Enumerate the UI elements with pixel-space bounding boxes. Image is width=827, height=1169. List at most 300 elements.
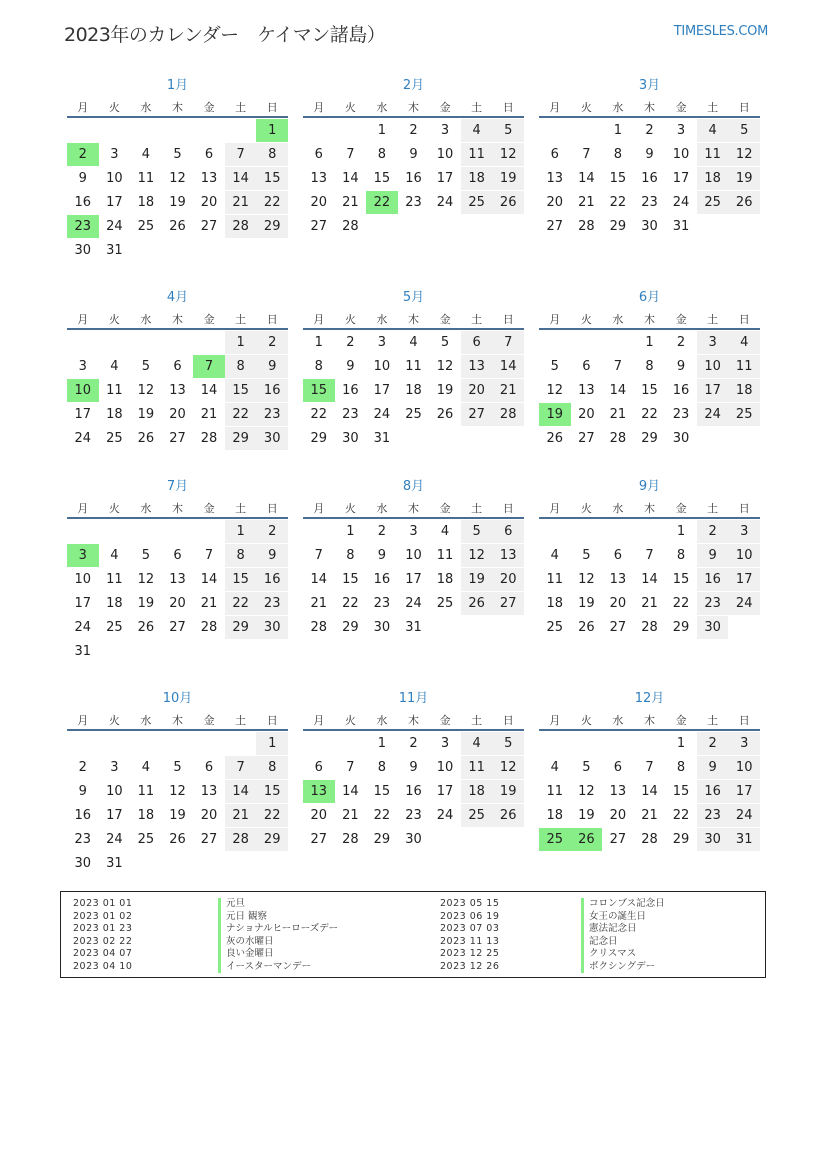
- day-cell: 26: [436, 407, 454, 422]
- day-cell: 16: [697, 568, 729, 591]
- day-cell: 8: [256, 143, 288, 166]
- weekday-label: 日: [266, 714, 278, 727]
- holiday-date: 2023 05 15: [440, 898, 500, 909]
- day-cell: 29: [672, 620, 690, 635]
- day-cell: 7: [225, 143, 257, 166]
- month-rule: [539, 116, 760, 118]
- day-cell: 1: [256, 732, 288, 755]
- weekday-label: 金: [439, 714, 451, 727]
- weekday-label: 日: [266, 101, 278, 114]
- day-cell: 25: [461, 191, 493, 214]
- day-cell: 18: [728, 379, 760, 402]
- day-cell: 11: [697, 143, 729, 166]
- day-cell: 2: [256, 520, 288, 543]
- day-cell: 24: [106, 832, 123, 847]
- day-cell: 26: [492, 804, 524, 827]
- weekday-label: 火: [344, 101, 356, 114]
- day-cell: 16: [74, 808, 92, 823]
- day-cell: 14: [310, 572, 328, 587]
- day-cell: 3: [110, 760, 119, 775]
- day-cell: 1: [676, 524, 686, 539]
- day-cell: 10: [728, 756, 760, 779]
- day-cell: 17: [436, 784, 454, 799]
- day-cell: 26: [169, 832, 186, 847]
- day-cell: 5: [141, 359, 151, 374]
- day-cell: 21: [641, 596, 658, 611]
- holiday-name: ボクシングデー: [581, 961, 655, 974]
- day-cell: 23: [641, 195, 658, 210]
- holiday-date: 2023 04 10: [73, 960, 133, 972]
- weekday-label: 日: [502, 101, 514, 114]
- day-cell: 1: [377, 736, 387, 751]
- day-cell: 3: [409, 524, 418, 539]
- day-cell: 10: [405, 548, 422, 563]
- day-cell: 21: [200, 407, 218, 422]
- day-cell: 2: [409, 123, 418, 138]
- month-rule: [67, 729, 288, 731]
- day-cell: 1: [377, 123, 387, 138]
- weekday-label: 木: [171, 502, 183, 515]
- weekday-label: 木: [643, 502, 655, 515]
- weekday-label: 水: [612, 502, 624, 515]
- day-cell: 13: [200, 784, 218, 799]
- holiday-name: 灰の水曜日: [218, 936, 274, 949]
- day-cell: 27: [609, 620, 627, 635]
- day-cell: 17: [436, 171, 454, 186]
- weekday-label: 火: [344, 502, 356, 515]
- day-cell: 3: [676, 123, 686, 138]
- day-cell: 15: [256, 167, 288, 190]
- day-cell: 27: [492, 592, 524, 615]
- day-cell: 29: [373, 832, 391, 847]
- month-name: 5月: [402, 290, 425, 305]
- weekday-label: 水: [612, 313, 624, 326]
- day-cell: 2: [377, 524, 387, 539]
- day-cell: 12: [578, 784, 595, 799]
- weekday-label: 日: [266, 502, 278, 515]
- day-cell: 6: [613, 760, 623, 775]
- day-cell: 30: [373, 620, 391, 635]
- weekday-label: 日: [266, 313, 278, 326]
- holiday-name: コロンブス記念日: [581, 898, 665, 911]
- day-cell: 14: [578, 171, 595, 186]
- day-cell: 30: [256, 616, 288, 639]
- day-cell: 12: [436, 359, 454, 374]
- weekday-label: 金: [675, 714, 687, 727]
- month-name: 8月: [402, 479, 425, 494]
- day-cell: 9: [697, 544, 729, 567]
- day-cell: 29: [225, 616, 257, 639]
- day-cell: 3: [78, 359, 87, 374]
- month-name: 10月: [162, 691, 193, 706]
- day-cell: 10: [672, 147, 690, 162]
- weekday-label: 火: [580, 313, 592, 326]
- month-name: 9月: [638, 479, 661, 494]
- holiday-date: 2023 02 22: [73, 935, 133, 947]
- page-title: 2023年のカレンダー ケイマン諸島）: [64, 24, 386, 46]
- day-cell: 14: [200, 383, 218, 398]
- day-cell: 31: [106, 856, 123, 871]
- weekday-label: 金: [203, 502, 215, 515]
- weekday-label: 木: [407, 313, 419, 326]
- day-cell: 19: [492, 167, 524, 190]
- day-cell: 25: [106, 620, 123, 635]
- day-cell: 17: [672, 171, 690, 186]
- day-cell: 7: [314, 548, 323, 563]
- day-cell: 11: [461, 756, 493, 779]
- holiday-name: 元旦: [218, 898, 245, 911]
- day-cell: 22: [641, 407, 658, 422]
- day-cell: 6: [314, 147, 323, 162]
- day-cell: 21: [641, 808, 658, 823]
- weekday-label: 火: [580, 714, 592, 727]
- day-cell: 25: [137, 219, 155, 234]
- day-cell: 9: [377, 548, 387, 563]
- holiday-name: 女王の誕生日: [581, 911, 646, 924]
- brand-logo[interactable]: TIMESLES.COM: [673, 24, 768, 39]
- day-cell: 6: [314, 760, 323, 775]
- day-cell: 14: [641, 784, 658, 799]
- day-cell: 16: [74, 195, 92, 210]
- day-cell: 17: [106, 195, 123, 210]
- holiday-date: 2023 07 03: [440, 923, 500, 934]
- day-cell: 16: [697, 780, 729, 803]
- day-cell: 27: [310, 219, 328, 234]
- weekday-label: 土: [235, 714, 247, 727]
- day-cell: 16: [256, 379, 288, 402]
- day-cell: 7: [346, 147, 355, 162]
- day-cell: 29: [672, 832, 690, 847]
- day-cell: 29: [342, 620, 359, 635]
- day-cell: 9: [645, 147, 654, 162]
- day-cell: 9: [676, 359, 686, 374]
- day-cell: 13: [200, 171, 218, 186]
- day-cell: 14: [609, 383, 627, 398]
- day-cell: 9: [409, 760, 418, 775]
- weekday-label: 火: [108, 502, 120, 515]
- day-cell: 30: [256, 427, 288, 450]
- day-cell: 28: [225, 215, 257, 238]
- day-cell: 3: [697, 331, 729, 354]
- weekday-label: 月: [313, 714, 325, 727]
- day-cell: 11: [405, 359, 422, 374]
- day-cell: 5: [440, 335, 450, 350]
- day-cell: 16: [256, 568, 288, 591]
- day-cell: 10: [373, 359, 391, 374]
- day-cell: 19: [492, 780, 524, 803]
- day-cell: 3: [440, 123, 450, 138]
- day-cell: 10: [106, 784, 123, 799]
- day-cell: 23: [373, 596, 391, 611]
- holiday-date: 2023 06 19: [440, 910, 500, 922]
- day-cell: 4: [409, 335, 418, 350]
- day-cell: 4: [141, 760, 151, 775]
- day-cell: 6: [204, 760, 214, 775]
- day-cell: 28: [609, 431, 627, 446]
- weekday-label: 火: [580, 101, 592, 114]
- weekday-label: 土: [707, 101, 719, 114]
- day-cell: 31: [74, 644, 92, 659]
- weekday-label: 水: [376, 714, 388, 727]
- holiday-day-cell: 22: [366, 191, 398, 214]
- day-cell: 4: [697, 119, 729, 142]
- day-cell: 30: [342, 431, 359, 446]
- day-cell: 3: [440, 736, 450, 751]
- day-cell: 22: [672, 808, 690, 823]
- month-rule: [303, 517, 524, 519]
- day-cell: 13: [492, 544, 524, 567]
- month-rule: [67, 517, 288, 519]
- day-cell: 26: [492, 191, 524, 214]
- day-cell: 21: [310, 596, 328, 611]
- month-rule: [67, 116, 288, 118]
- day-cell: 21: [225, 804, 257, 827]
- day-cell: 15: [342, 572, 359, 587]
- day-cell: 23: [256, 403, 288, 426]
- day-cell: 19: [578, 808, 595, 823]
- weekday-label: 土: [707, 502, 719, 515]
- day-cell: 26: [728, 191, 760, 214]
- weekday-label: 土: [235, 101, 247, 114]
- day-cell: 11: [728, 355, 760, 378]
- day-cell: 21: [609, 407, 627, 422]
- day-cell: 25: [697, 191, 729, 214]
- day-cell: 18: [546, 596, 564, 611]
- day-cell: 12: [169, 171, 186, 186]
- month-rule: [67, 328, 288, 330]
- day-cell: 31: [728, 828, 760, 851]
- day-cell: 1: [676, 736, 686, 751]
- month-name: 2月: [402, 78, 425, 93]
- day-cell: 1: [613, 123, 623, 138]
- holiday-date: 2023 04 07: [73, 948, 133, 959]
- day-cell: 30: [74, 856, 92, 871]
- day-cell: 11: [546, 784, 564, 799]
- day-cell: 6: [492, 520, 524, 543]
- day-cell: 8: [314, 359, 323, 374]
- day-cell: 12: [578, 572, 595, 587]
- weekday-label: 金: [203, 101, 215, 114]
- weekday-label: 土: [471, 313, 483, 326]
- day-cell: 13: [310, 171, 328, 186]
- weekday-label: 木: [171, 101, 183, 114]
- day-cell: 27: [169, 431, 186, 446]
- holiday-date: 2023 12 26: [440, 960, 500, 972]
- day-cell: 20: [461, 379, 493, 402]
- weekday-label: 日: [502, 313, 514, 326]
- day-cell: 21: [492, 379, 524, 402]
- day-cell: 11: [137, 784, 155, 799]
- holiday-name: 憲法記念日: [581, 923, 637, 936]
- day-cell: 31: [405, 620, 422, 635]
- day-cell: 26: [137, 431, 155, 446]
- day-cell: 31: [106, 243, 123, 258]
- day-cell: 22: [225, 403, 257, 426]
- day-cell: 27: [461, 403, 493, 426]
- day-cell: 30: [405, 832, 422, 847]
- day-cell: 25: [137, 832, 155, 847]
- day-cell: 26: [169, 219, 186, 234]
- weekday-label: 火: [344, 313, 356, 326]
- weekday-label: 木: [171, 714, 183, 727]
- day-cell: 10: [74, 572, 92, 587]
- month-rule: [303, 729, 524, 731]
- weekday-label: 月: [549, 714, 561, 727]
- day-cell: 18: [137, 808, 155, 823]
- day-cell: 6: [173, 359, 182, 374]
- day-cell: 20: [546, 195, 564, 210]
- day-cell: 25: [461, 804, 493, 827]
- day-cell: 22: [609, 195, 627, 210]
- day-cell: 14: [225, 780, 257, 803]
- day-cell: 24: [728, 592, 760, 615]
- day-cell: 6: [613, 548, 623, 563]
- day-cell: 3: [728, 732, 760, 755]
- day-cell: 12: [169, 784, 186, 799]
- day-cell: 15: [672, 784, 690, 799]
- weekday-label: 月: [313, 101, 325, 114]
- day-cell: 6: [550, 147, 559, 162]
- day-cell: 28: [492, 403, 524, 426]
- day-cell: 15: [672, 572, 690, 587]
- day-cell: 14: [225, 167, 257, 190]
- day-cell: 24: [74, 431, 92, 446]
- day-cell: 7: [492, 331, 524, 354]
- day-cell: 9: [697, 756, 729, 779]
- weekday-label: 月: [313, 313, 325, 326]
- month-rule: [539, 517, 760, 519]
- day-cell: 29: [256, 215, 288, 238]
- weekday-label: 土: [707, 313, 719, 326]
- day-cell: 5: [582, 760, 591, 775]
- day-cell: 8: [256, 756, 288, 779]
- day-cell: 4: [110, 548, 119, 563]
- day-cell: 28: [641, 620, 658, 635]
- day-cell: 24: [106, 219, 123, 234]
- day-cell: 17: [74, 407, 92, 422]
- holiday-day-cell: 7: [193, 355, 225, 378]
- day-cell: 30: [697, 616, 729, 639]
- day-cell: 23: [697, 592, 729, 615]
- weekday-label: 日: [738, 101, 750, 114]
- weekday-label: 火: [108, 101, 120, 114]
- day-cell: 31: [672, 219, 690, 234]
- weekday-label: 水: [140, 101, 152, 114]
- holiday-day-cell: 19: [539, 403, 571, 426]
- day-cell: 27: [546, 219, 564, 234]
- day-cell: 13: [609, 572, 627, 587]
- day-cell: 22: [225, 592, 257, 615]
- weekday-label: 月: [77, 101, 89, 114]
- weekday-label: 月: [77, 313, 89, 326]
- day-cell: 22: [256, 191, 288, 214]
- day-cell: 17: [373, 383, 391, 398]
- weekday-label: 日: [738, 313, 750, 326]
- day-cell: 2: [409, 736, 418, 751]
- day-cell: 29: [310, 431, 328, 446]
- day-cell: 5: [173, 760, 182, 775]
- day-cell: 21: [225, 191, 257, 214]
- day-cell: 29: [225, 427, 257, 450]
- day-cell: 12: [137, 383, 155, 398]
- day-cell: 13: [609, 784, 627, 799]
- day-cell: 6: [173, 548, 182, 563]
- holiday-day-cell: 23: [67, 215, 99, 238]
- month-rule: [303, 328, 524, 330]
- weekday-label: 月: [313, 502, 325, 515]
- weekday-label: 木: [407, 101, 419, 114]
- holiday-day-cell: 2: [67, 143, 99, 166]
- month-name: 3月: [638, 78, 661, 93]
- day-cell: 28: [342, 219, 359, 234]
- day-cell: 5: [141, 548, 151, 563]
- day-cell: 13: [546, 171, 564, 186]
- day-cell: 30: [672, 431, 690, 446]
- day-cell: 19: [169, 808, 186, 823]
- weekday-label: 木: [171, 313, 183, 326]
- day-cell: 10: [436, 760, 454, 775]
- weekday-label: 火: [580, 502, 592, 515]
- day-cell: 26: [137, 620, 155, 635]
- day-cell: 22: [256, 804, 288, 827]
- day-cell: 21: [342, 195, 359, 210]
- month-name: 12月: [634, 691, 665, 706]
- day-cell: 8: [377, 147, 387, 162]
- weekday-label: 土: [471, 714, 483, 727]
- day-cell: 30: [74, 243, 92, 258]
- day-cell: 24: [436, 195, 454, 210]
- day-cell: 19: [436, 383, 454, 398]
- day-cell: 15: [225, 568, 257, 591]
- day-cell: 29: [256, 828, 288, 851]
- day-cell: 13: [169, 572, 186, 587]
- day-cell: 28: [342, 832, 359, 847]
- day-cell: 15: [373, 784, 391, 799]
- weekday-label: 水: [376, 502, 388, 515]
- day-cell: 2: [676, 335, 686, 350]
- day-cell: 9: [409, 147, 418, 162]
- day-cell: 23: [256, 592, 288, 615]
- day-cell: 23: [672, 407, 690, 422]
- day-cell: 8: [225, 355, 257, 378]
- day-cell: 28: [310, 620, 328, 635]
- day-cell: 20: [609, 596, 627, 611]
- month-name: 7月: [166, 479, 189, 494]
- day-cell: 20: [609, 808, 627, 823]
- day-cell: 2: [346, 335, 355, 350]
- day-cell: 24: [373, 407, 391, 422]
- weekday-label: 日: [502, 714, 514, 727]
- day-cell: 4: [461, 732, 493, 755]
- day-cell: 20: [169, 407, 186, 422]
- day-cell: 20: [169, 596, 186, 611]
- day-cell: 10: [106, 171, 123, 186]
- day-cell: 5: [461, 520, 493, 543]
- day-cell: 25: [728, 403, 760, 426]
- holiday-date: 2023 11 13: [440, 935, 500, 947]
- day-cell: 21: [200, 596, 218, 611]
- day-cell: 10: [697, 355, 729, 378]
- day-cell: 13: [578, 383, 595, 398]
- day-cell: 25: [436, 596, 454, 611]
- day-cell: 28: [200, 620, 218, 635]
- weekday-label: 木: [407, 714, 419, 727]
- day-cell: 23: [405, 195, 422, 210]
- month-rule: [539, 729, 760, 731]
- day-cell: 21: [342, 808, 359, 823]
- weekday-label: 水: [612, 714, 624, 727]
- day-cell: 11: [436, 548, 454, 563]
